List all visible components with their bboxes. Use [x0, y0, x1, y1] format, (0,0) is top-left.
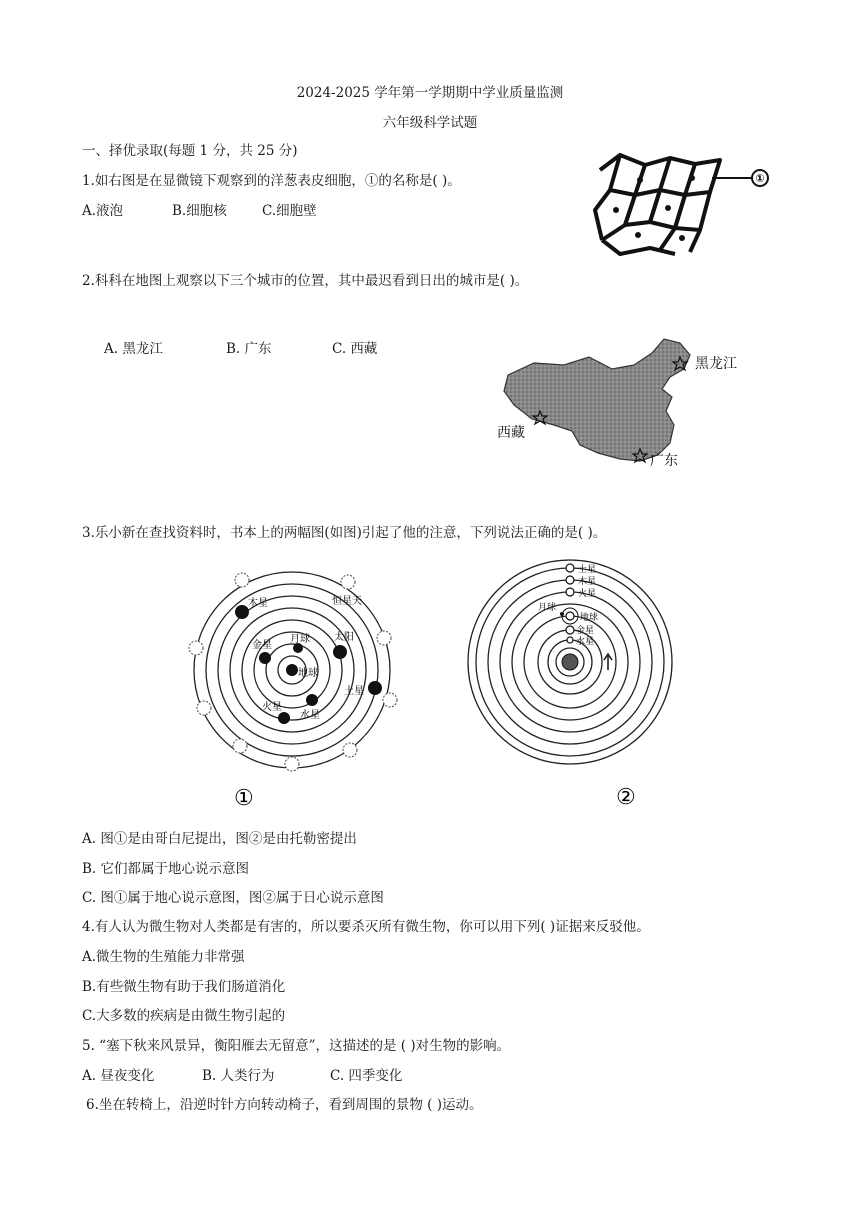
fig1-label-mercury: 水星 [300, 710, 320, 721]
fig2-label-mars: 火星 [578, 589, 597, 599]
question-5-stem: 5. “塞下秋来风景异，衡阳雁去无留意”，这描述的是 ( )对生物的影响。 [82, 1038, 511, 1054]
fig1-label-mars: 火星 [262, 702, 282, 713]
q1-option-c: C.细胞壁 [262, 203, 317, 219]
onion-cell-figure [590, 150, 780, 260]
q3-option-a: A. 图①是由哥白尼提出，图②是由托勒密提出 [82, 831, 357, 847]
section-heading: 一、择优录取(每题 1 分，共 25 分) [82, 143, 298, 159]
fig2-label-earth: 地球 [580, 613, 599, 623]
exam-subtitle: 六年级科学试题 [382, 115, 478, 131]
q2-option-c: C. 西藏 [332, 341, 378, 357]
fig1-label-saturn: 土星 [344, 686, 364, 697]
map-label-guangdong: 广东 [650, 453, 678, 469]
q2-option-b: B. 广东 [226, 341, 272, 357]
q1-option-a: A.液泡 [82, 203, 124, 219]
question-3-stem: 3.乐小新在查找资料时，书本上的两幅图(如图)引起了他的注意，下列说法正确的是( )。 [82, 525, 607, 541]
fig2-label-venus: 金星 [576, 626, 595, 636]
q5-option-a: A. 昼夜变化 [82, 1068, 155, 1084]
fig1-label-venus: 金星 [252, 640, 272, 651]
fig2-label-jupiter: 木星 [578, 577, 597, 587]
q2-option-a: A. 黑龙江 [104, 341, 163, 357]
q5-option-c: C. 四季变化 [330, 1068, 403, 1084]
q3-option-c: C. 图①属于地心说示意图，图②属于日心说示意图 [82, 890, 384, 906]
china-map-figure [494, 335, 754, 480]
q1-marker-label: ① [755, 172, 765, 185]
fig2-label-saturn: 土星 [578, 565, 597, 575]
q1-option-b: B.细胞核 [172, 203, 227, 219]
q5-option-b: B. 人类行为 [202, 1068, 275, 1084]
q3-option-b: B. 它们都属于地心说示意图 [82, 861, 250, 877]
question-1-stem: 1.如右图是在显微镜下观察到的洋葱表皮细胞，①的名称是( )。 [82, 173, 461, 189]
fig1-label-jupiter: 木星 [248, 598, 268, 609]
q4-option-b: B.有些微生物有助于我们肠道消化 [82, 979, 286, 995]
fig1-label-stars: 恒星天 [332, 596, 362, 607]
q4-option-a: A.微生物的生殖能力非常强 [82, 949, 245, 965]
fig2-number: ② [616, 785, 636, 810]
fig1-number: ① [234, 786, 254, 810]
heliocentric-model-figure [462, 556, 682, 811]
question-4-stem: 4.有人认为微生物对人类都是有害的，所以要杀灭所有微生物，你可以用下列( )证据来反驳他。 [82, 919, 650, 935]
fig1-label-sun: 太阳 [334, 632, 354, 643]
fig1-label-earth: 地球 [298, 668, 318, 679]
fig2-label-moon: 月球 [538, 603, 557, 613]
map-label-xizang: 西藏 [497, 425, 525, 441]
map-label-heilongjiang: 黑龙江 [695, 356, 737, 372]
q4-option-c: C.大多数的疾病是由微生物引起的 [82, 1008, 286, 1024]
geocentric-model-figure [180, 560, 410, 810]
exam-title: 2024-2025 学年第一学期期中学业质量监测 [296, 85, 564, 101]
fig1-label-moon: 月球 [290, 634, 310, 645]
question-6-stem: 6.坐在转椅上，沿逆时针方向转动椅子，看到周围的景物 ( )运动。 [86, 1097, 483, 1113]
fig2-label-mercury: 水星 [576, 637, 595, 647]
question-2-stem: 2.科科在地图上观察以下三个城市的位置，其中最迟看到日出的城市是( )。 [82, 273, 529, 289]
